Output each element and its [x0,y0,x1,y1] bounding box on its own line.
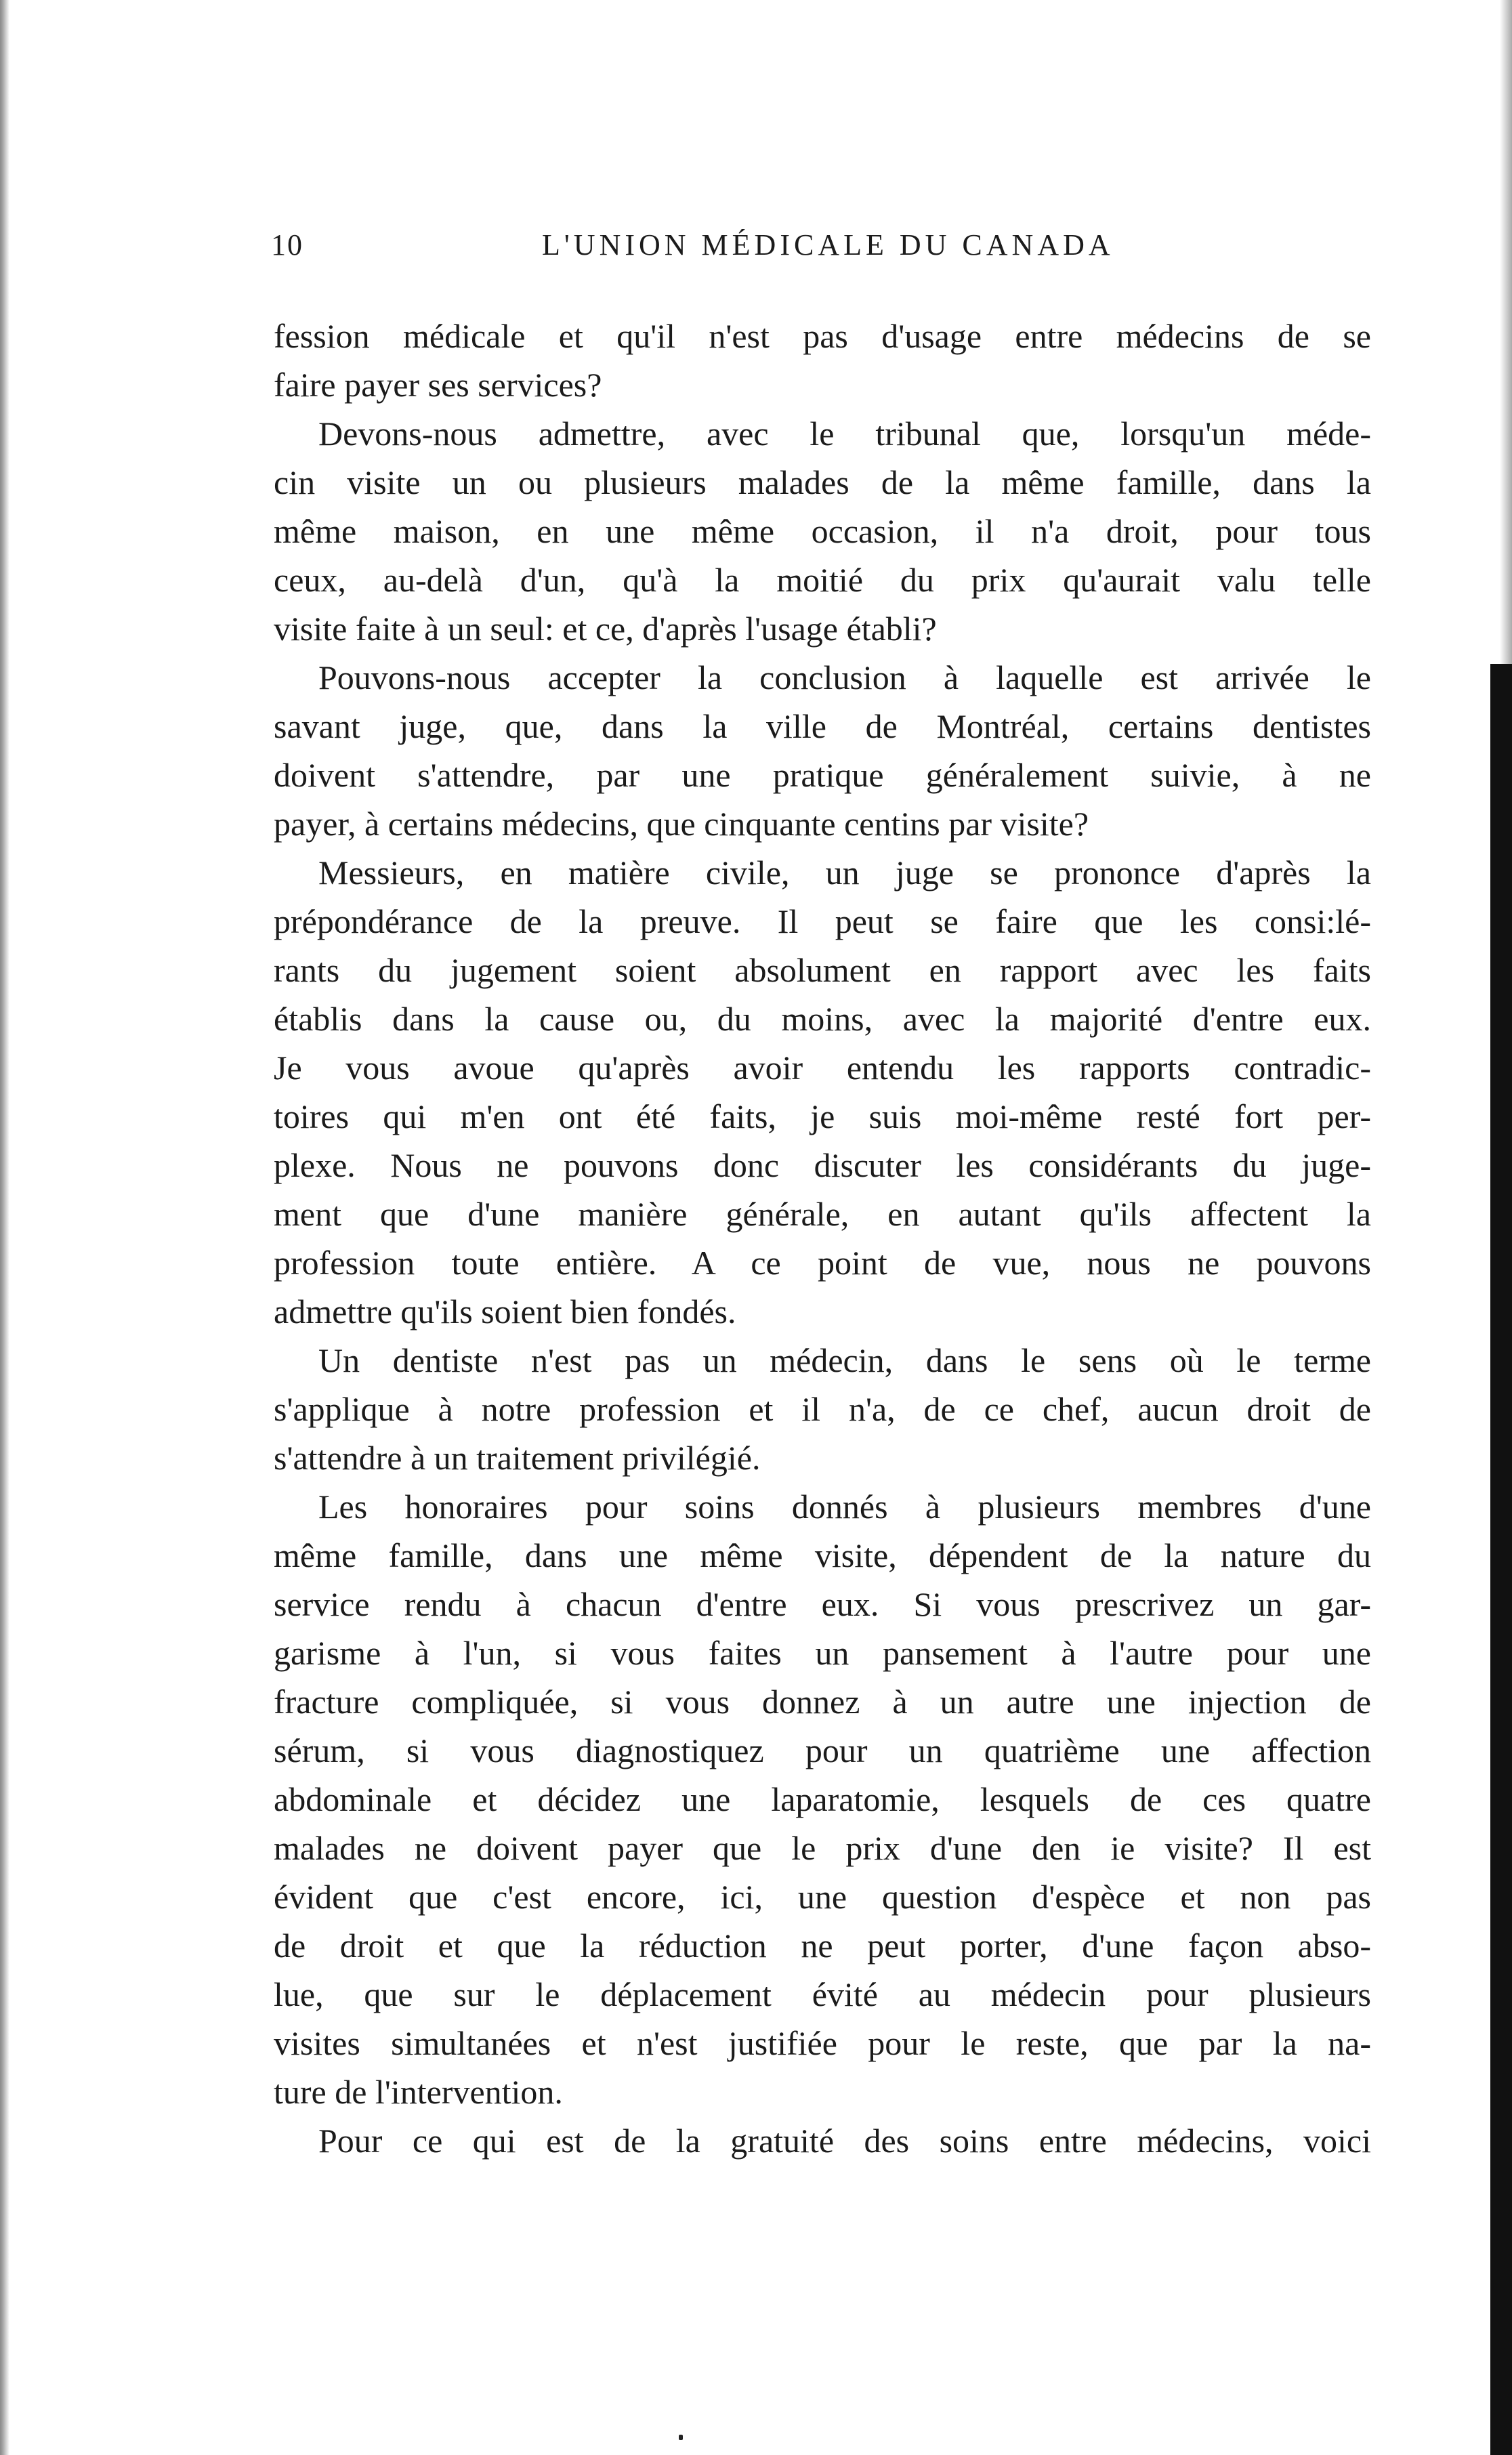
text-line: rants du jugement soient absolument en rapport avec les faits [274,951,1371,989]
text-line: admettre qu'ils soient bien fondés. [274,1293,736,1330]
text-line: savant juge, que, dans la ville de Montréal, certains dentistes [274,707,1371,745]
text-line: Messieurs, en matière civile, un juge se prononce d'après la [318,854,1371,891]
text-line: même maison, en une même occasion, il n'a droit, pour tous [274,512,1371,550]
text-line: payer, à certains médecins, que cinquante centins par visite? [274,805,1089,843]
text-line: toires qui m'en ont été faits, je suis moi-même resté fort per- [274,1097,1371,1135]
text-line: visite faite à un seul: et ce, d'après l'usage établi? [274,610,937,648]
text-line: plexe. Nous ne pouvons donc discuter les considérants du juge- [274,1146,1371,1184]
scan-margin-left [0,0,9,2455]
page-number: 10 [271,228,303,261]
text-line: lue, que sur le déplacement évité au médecin pour plusieurs [274,1975,1371,2013]
text-line: même famille, dans une même visite, dépendent de la nature du [274,1536,1371,1574]
text-line: service rendu à chacun d'entre eux. Si vous prescrivez un gar- [274,1585,1371,1623]
text-line: faire payer ses services? [274,366,602,404]
text-line: Les honoraires pour soins donnés à plusieurs membres d'une [318,1488,1371,1526]
text-line: cin visite un ou plusieurs malades de la même famille, dans la [274,463,1371,501]
text-line: Un dentiste n'est pas un médecin, dans le sens où le terme [318,1341,1371,1379]
body-text [274,312,1371,2165]
text-line: prépondérance de la preuve. Il peut se faire que les consi:lé- [274,902,1371,940]
text-line: profession toute entière. A ce point de vue, nous ne pouvons [274,1244,1371,1282]
text-line: visites simultanées et n'est justifiée pour le reste, que par la na- [274,2024,1371,2062]
text-line: ture de l'intervention. [274,2073,563,2111]
text-line: Pouvons-nous accepter la conclusion à laquelle est arrivée le [318,658,1371,696]
ink-speck [679,2435,683,2440]
scan-margin-right-top [1500,0,1512,664]
text-line: doivent s'attendre, par une pratique généralement suivie, à ne [274,756,1371,794]
text-line: s'applique à notre profession et il n'a, de ce chef, aucun droit de [274,1390,1371,1428]
text-line: malades ne doivent payer que le prix d'une den ie visite? Il est [274,1829,1371,1867]
text-line: ment que d'une manière générale, en autant qu'ils affectent la [274,1195,1371,1233]
journal-title: L'UNION MÉDICALE DU CANADA [542,228,1114,261]
text-line: ceux, au-delà d'un, qu'à la moitié du prix qu'aurait valu telle [274,561,1371,599]
text-line: évident que c'est encore, ici, une question d'espèce et non pas [274,1878,1371,1916]
text-line: Devons-nous admettre, avec le tribunal que, lorsqu'un méde- [318,415,1371,453]
text-line: établis dans la cause ou, du moins, avec la majorité d'entre eux. [274,1000,1371,1038]
text-line: Je vous avoue qu'après avoir entendu les rapports contradic- [274,1049,1371,1087]
scan-margin-right [1490,664,1512,2455]
text-line: sérum, si vous diagnostiquez pour un quatrième une affection [274,1732,1371,1769]
running-head [271,228,1368,282]
text-line: garisme à l'un, si vous faites un pansement à l'autre pour une [274,1634,1371,1672]
text-line: Pour ce qui est de la gratuité des soins entre médecins, voici [318,2122,1371,2160]
text-line: fession médicale et qu'il n'est pas d'usage entre médecins de se [274,317,1371,355]
text-line: fracture compliquée, si vous donnez à un autre une injection de [274,1683,1371,1721]
text-line: de droit et que la réduction ne peut porter, d'une façon abso- [274,1927,1371,1965]
text-line: abdominale et décidez une laparatomie, lesquels de ces quatre [274,1780,1371,1818]
text-line: s'attendre à un traitement privilégié. [274,1439,761,1477]
